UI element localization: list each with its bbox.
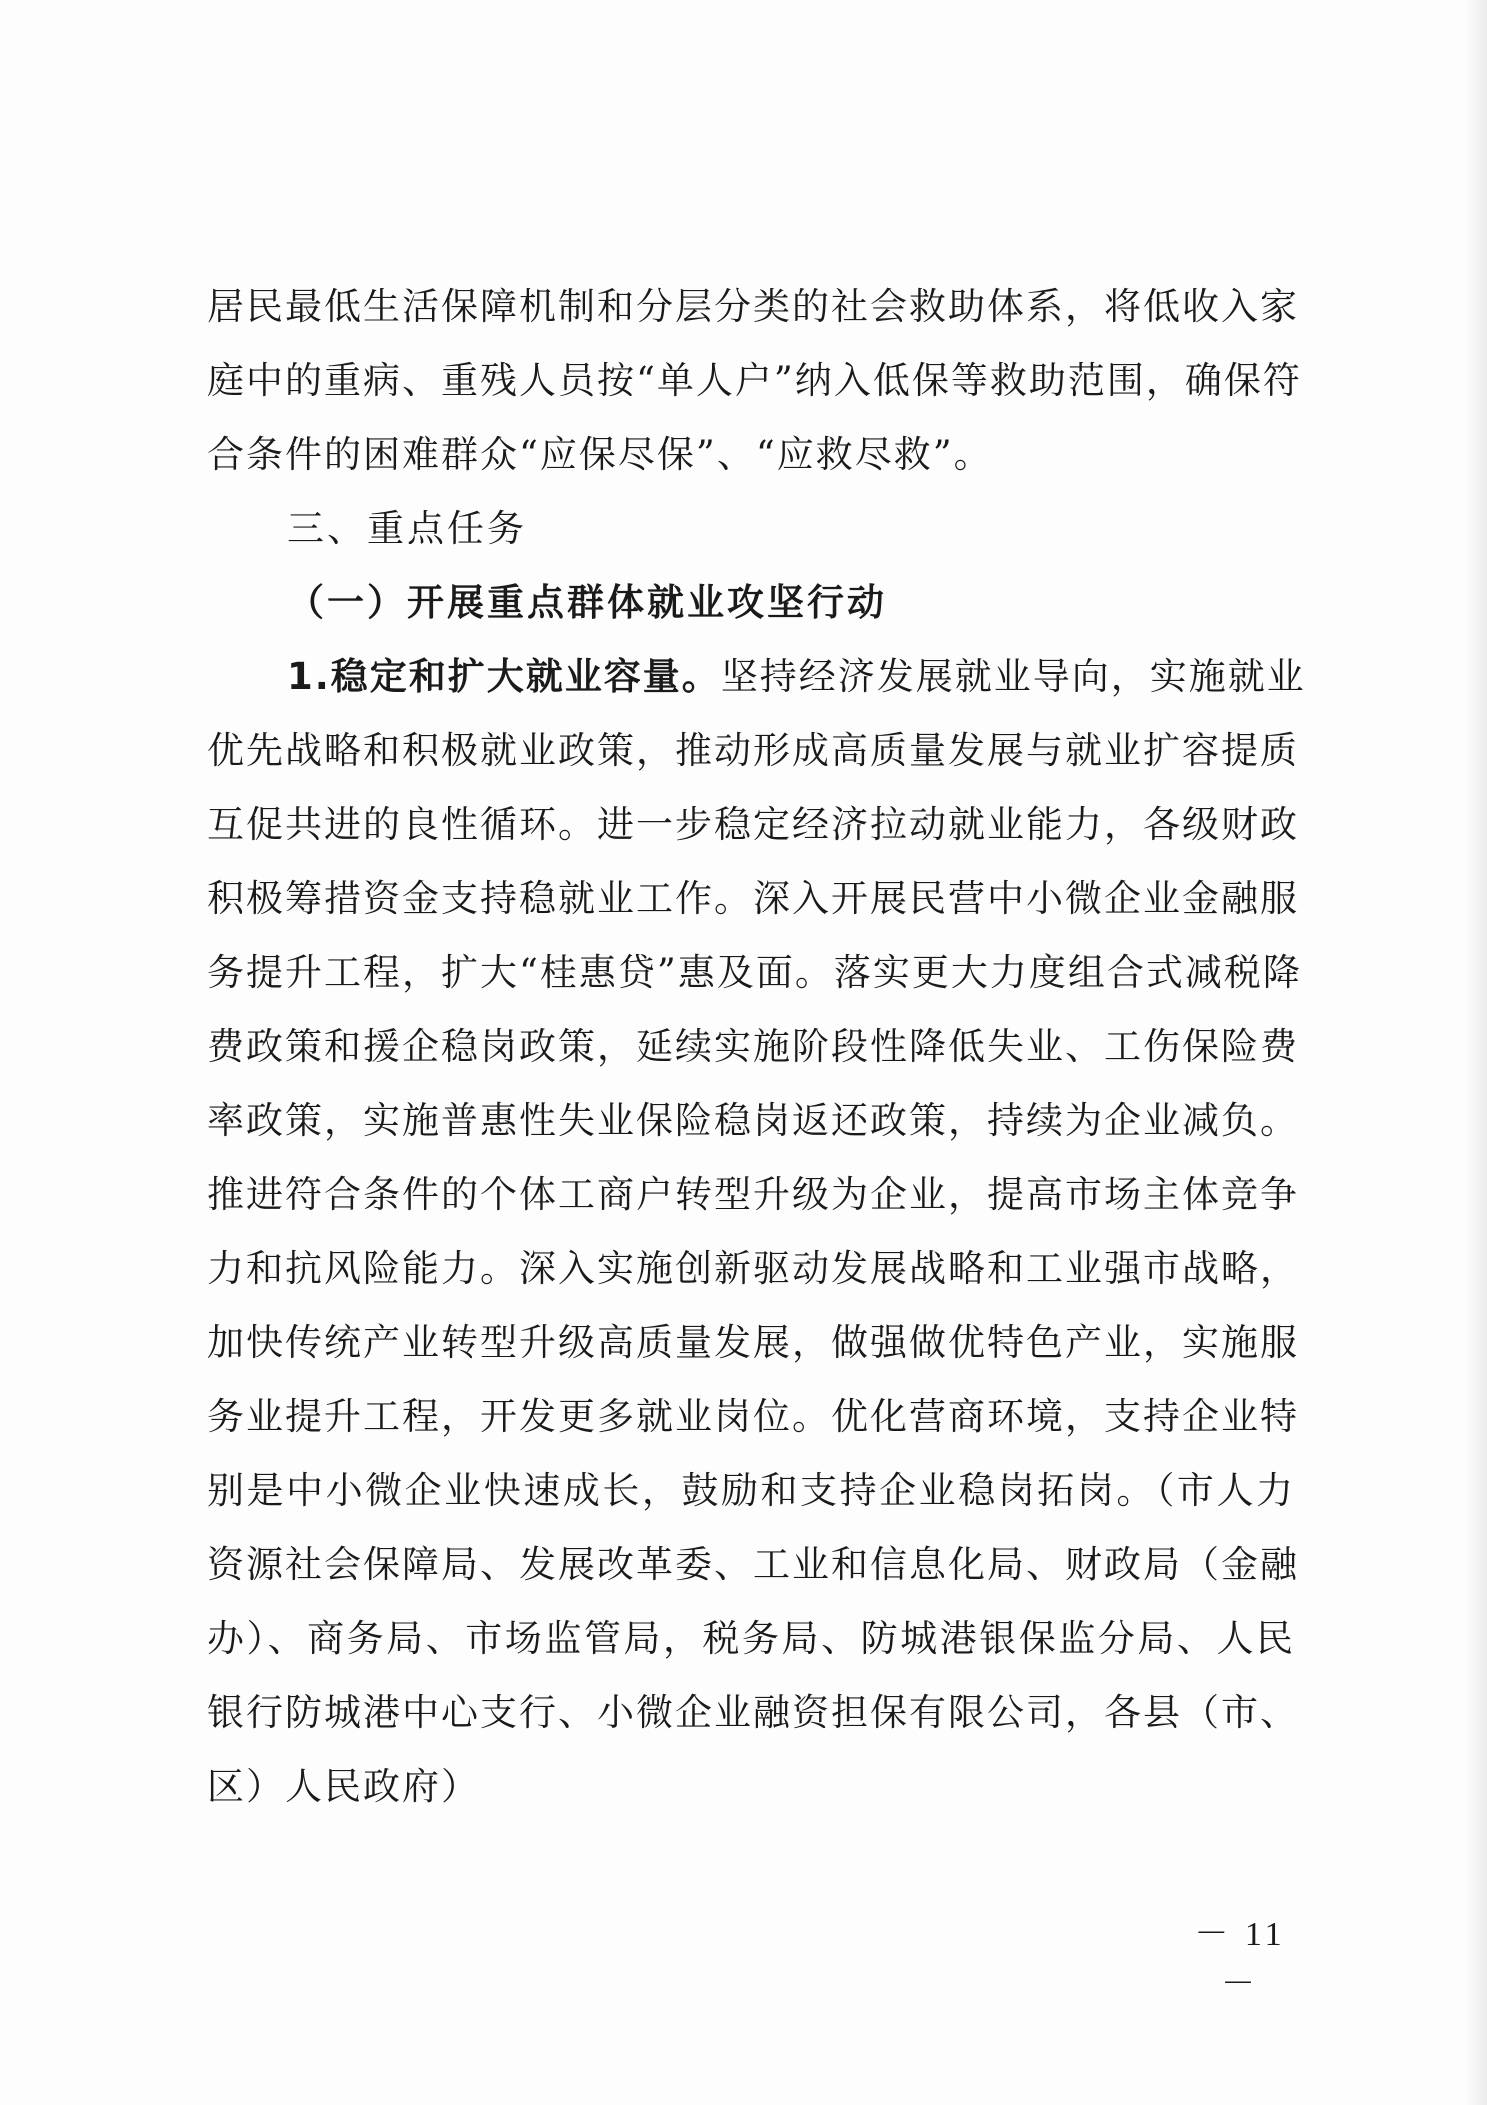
- subsection-heading: （一）开展重点群体就业攻坚行动: [287, 581, 887, 624]
- text-line: 推进符合条件的个体工商户转型升级为企业，提高市场主体竞争: [207, 1173, 1299, 1216]
- text-line: 务提升工程，扩大“桂惠贷”惠及面。落实更大力度组合式减税降: [207, 951, 1302, 994]
- text-line: 居民最低生活保障机制和分层分类的社会救助体系，将低收入家: [207, 285, 1299, 328]
- paragraph-first-line: [207, 640, 1306, 714]
- page-number: － 11 －: [1194, 1916, 1286, 2003]
- section-heading: 三、重点任务: [287, 507, 527, 550]
- text-line: 互促共进的良性循环。进一步稳定经济拉动就业能力，各级财政: [207, 803, 1299, 846]
- text-line: 别是中小微企业快速成长，鼓励和支持企业稳岗拓岗。（市人力: [207, 1469, 1295, 1512]
- text-line: 力和抗风险能力。深入实施创新驱动发展战略和工业强市战略，: [207, 1247, 1299, 1290]
- scan-edge-shadow: [1465, 0, 1487, 2105]
- text-line: 优先战略和积极就业政策，推动形成高质量发展与就业扩容提质: [207, 729, 1299, 772]
- text-line: 庭中的重病、重残人员按“单人户”纳入低保等救助范围，确保符: [207, 359, 1302, 402]
- text-line: 合条件的困难群众“应保尽保”、“应救尽救”。: [207, 433, 993, 476]
- text-line: 区）人民政府）: [207, 1765, 480, 1808]
- text-line: 务业提升工程，开发更多就业岗位。优化营商环境，支持企业特: [207, 1395, 1299, 1438]
- text-line: 资源社会保障局、发展改革委、工业和信息化局、财政局（金融: [207, 1543, 1299, 1586]
- paragraph-first-line-rest: 坚持经济发展就业导向，实施就业: [720, 655, 1306, 698]
- text-line: 加快传统产业转型升级高质量发展，做强做优特色产业，实施服: [207, 1321, 1299, 1364]
- text-line: 银行防城港中心支行、小微企业融资担保有限公司，各县（市、: [207, 1691, 1299, 1734]
- text-line: 办）、商务局、市场监管局，税务局、防城港银保监分局、人民: [207, 1617, 1295, 1660]
- text-line: 积极筹措资金支持稳就业工作。深入开展民营中小微企业金融服: [207, 877, 1299, 920]
- text-line: 率政策，实施普惠性失业保险稳岗返还政策，持续为企业减负。: [207, 1099, 1299, 1142]
- paragraph-lead: 1.稳定和扩大就业容量。: [287, 655, 721, 698]
- text-line: 费政策和援企稳岗政策，延续实施阶段性降低失业、工伤保险费: [207, 1025, 1299, 1068]
